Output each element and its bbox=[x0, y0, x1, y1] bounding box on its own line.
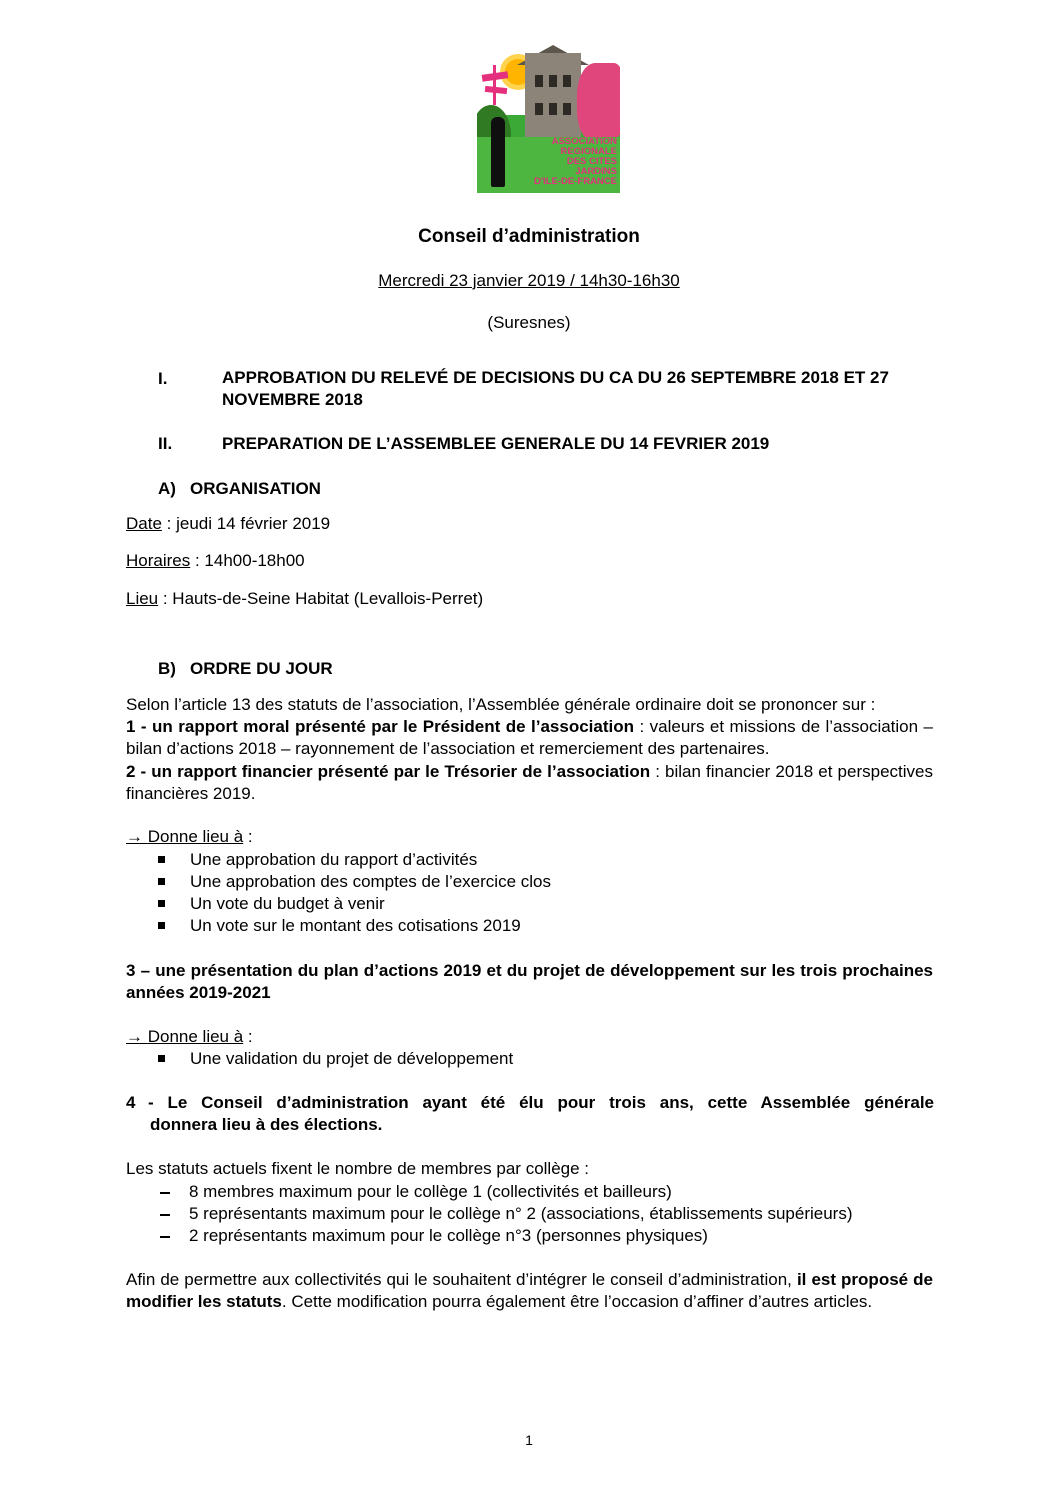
agenda-intro: Selon l’article 13 des statuts de l’association, l’Assemblée générale ordinaire doit se prononcer sur : bbox=[126, 695, 876, 714]
bullet-icon bbox=[158, 1055, 165, 1062]
statutes-intro: Les statuts actuels fixent le nombre de membres par collège : bbox=[126, 1159, 590, 1178]
agenda-item-1: 1 - un rapport moral présenté par le Président de l’association : valeurs et missions de l’association – bilan d’actions 2018 – rayonnement de l’association et remerciement des partenaires. bbox=[126, 717, 933, 758]
gives-rise-2: → Donne lieu à : bbox=[126, 1027, 253, 1046]
arrow-right-icon: → bbox=[126, 827, 143, 846]
final-paragraph: Afin de permettre aux collectivités qui le souhaitent d’intégrer le conseil d’administration, il est proposé de modifier les statuts. Cette modification pourra également être l’occasion d’affiner d’autres articles. bbox=[126, 1270, 933, 1311]
section-2-heading: PREPARATION DE L’ASSEMBLEE GENERALE DU 14 FEVRIER 2019 bbox=[222, 434, 770, 453]
page-number: 1 bbox=[525, 1432, 533, 1448]
section-1-number: I. bbox=[158, 369, 168, 388]
subsection-b-number: B) bbox=[158, 659, 176, 678]
org-place: Lieu : Hauts-de-Seine Habitat (Levallois-Perret) bbox=[126, 589, 484, 608]
meeting-date: Mercredi 23 janvier 2019 / 14h30-16h30 bbox=[378, 271, 680, 290]
gives-rise-1: → Donne lieu à : bbox=[126, 827, 253, 846]
agenda-item-4: - Le Conseil d’administration ayant été élu pour trois ans, cette Assemblée générale donnera lieu à des élections. bbox=[148, 1093, 934, 1134]
subsection-a-heading: ORGANISATION bbox=[190, 479, 321, 498]
section-2-number: II. bbox=[158, 434, 173, 453]
logo-text: ASSOCIATION REGIONALE DES CITES JARDINS D'ILE-DE-FRANCE bbox=[533, 136, 617, 187]
agenda-item-3: 3 – une présentation du plan d’actions 2019 et du projet de développement sur les trois prochaines années 2019-2021 bbox=[126, 961, 933, 1002]
document-title: Conseil d’administration bbox=[418, 226, 640, 247]
org-date: Date : jeudi 14 février 2019 bbox=[126, 514, 331, 533]
bullet-icon bbox=[158, 900, 165, 907]
flowers-illustration bbox=[577, 63, 620, 143]
section-1-heading: APPROBATION DU RELEVÉ DE DECISIONS DU CA DU 26 SEPTEMBRE 2018 ET 27 NOVEMBRE 2018 bbox=[222, 368, 889, 409]
dash-icon bbox=[160, 1214, 170, 1216]
person-silhouette bbox=[491, 117, 505, 187]
arrow-right-icon: → bbox=[126, 1027, 143, 1046]
agenda-item-2: 2 - un rapport financier présenté par le Trésorier de l’association : bilan financier 2018 et perspectives financières 2019. bbox=[126, 762, 933, 803]
bullet-icon bbox=[158, 856, 165, 863]
dash-icon bbox=[160, 1192, 170, 1194]
bullet-icon bbox=[158, 922, 165, 929]
dash-icon bbox=[160, 1236, 170, 1238]
subsection-b-heading: ORDRE DU JOUR bbox=[190, 659, 333, 678]
org-hours: Horaires : 14h00-18h00 bbox=[126, 551, 305, 570]
agenda-item-4-number: 4 bbox=[126, 1093, 136, 1112]
meeting-place: (Suresnes) bbox=[487, 313, 571, 332]
subsection-a-number: A) bbox=[158, 479, 176, 498]
bullet-icon bbox=[158, 878, 165, 885]
association-logo bbox=[477, 45, 620, 193]
